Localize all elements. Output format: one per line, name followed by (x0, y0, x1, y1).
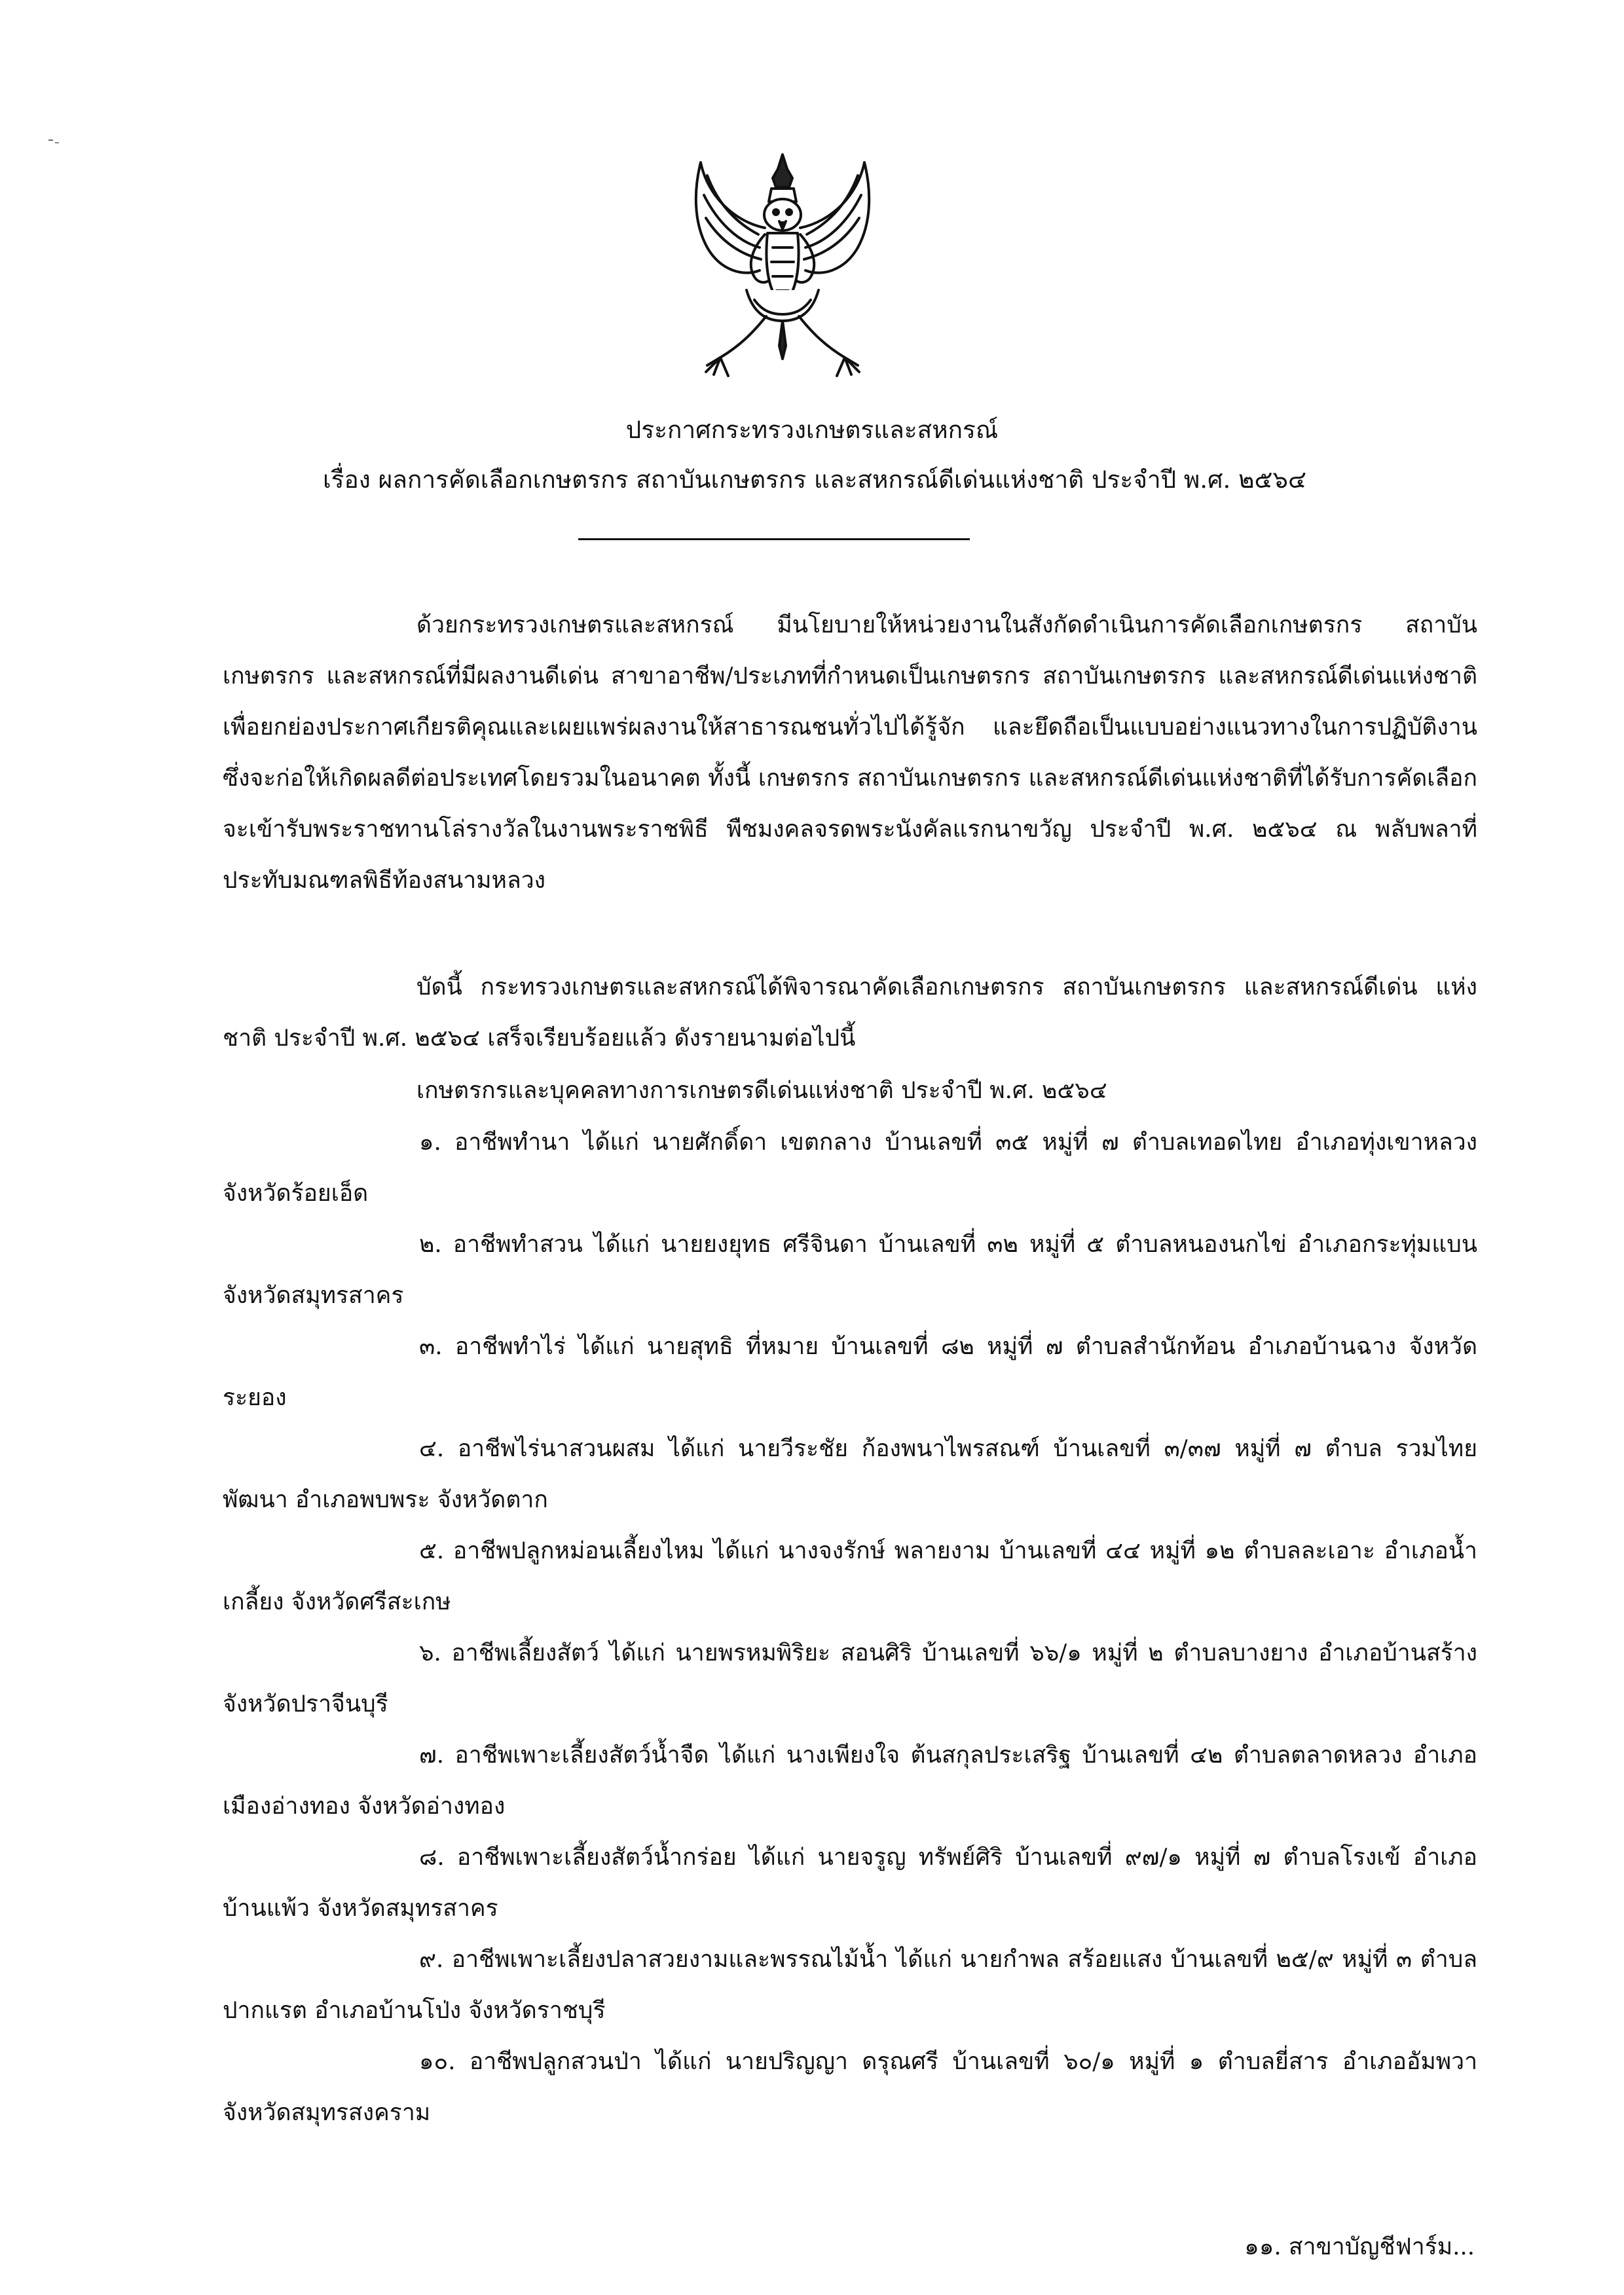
section-heading: เกษตรกรและบุคคลทางการเกษตรดีเด่นแห่งชาติ ประจำปี พ.ศ. ๒๕๖๔ (416, 1077, 1107, 1104)
result-paragraph: บัดนี้ กระทรวงเกษตรและสหกรณ์ได้พิจารณาคัดเลือกเกษตรกร สถาบันเกษตรกร และสหกรณ์ดีเด่น แห่งชาติ ประจำปี พ.ศ. ๒๕๖๔ เสร็จเรียบร้อยแล้ว ดังรายนามต่อไปนี้ (223, 974, 1477, 1052)
scan-mark (47, 135, 60, 141)
list-item: ๘. อาชีพเพาะเลี้ยงสัตว์น้ำกร่อย ได้แก่ นายจรูญ ทรัพย์ศิริ บ้านเลขที่ ๙๗/๑ หมู่ที่ ๗ ตำบลโรงเข้ อำเภอบ้านแพ้ว จังหวัดสมุทรสาคร (223, 1844, 1477, 1922)
list-item: ๗. อาชีพเพาะเลี้ยงสัตว์น้ำจืด ได้แก่ นางเพียงใจ ต้นสกุลประเสริฐ บ้านเลขที่ ๔๒ ตำบลตลาดหลวง อำเภอเมืองอ่างทอง จังหวัดอ่างทอง (223, 1742, 1477, 1820)
title-divider (578, 538, 970, 540)
list-item: ๑. อาชีพทำนา ได้แก่ นายศักดิ์ดา เขตกลาง บ้านเลขที่ ๓๕ หมู่ที่ ๗ ตำบลเทอดไทย อำเภอทุ่งเขาหลวง จังหวัดร้อยเอ็ด (223, 1129, 1477, 1207)
list-item: ๔. อาชีพไร่นาสวนผสม ได้แก่ นายวีระชัย ก้องพนาไพรสณฑ์ บ้านเลขที่ ๓/๓๗ หมู่ที่ ๗ ตำบล รวมไทยพัฒนา อำเภอพบพระ จังหวัดตาก (223, 1435, 1477, 1513)
garuda-emblem-icon (681, 149, 884, 385)
list-item: ๑๐. อาชีพปลูกสวนป่า ได้แก่ นายปริญญา ดรุณศรี บ้านเลขที่ ๖๐/๑ หมู่ที่ ๑ ตำบลยี่สาร อำเภออัมพวา จังหวัดสมุทรสงคราม (223, 2048, 1477, 2126)
list-item: ๓. อาชีพทำไร่ ได้แก่ นายสุทธิ ที่หมาย บ้านเลขที่ ๘๒ หมู่ที่ ๗ ตำบลสำนักท้อน อำเภอบ้านฉาง จังหวัดระยอง (223, 1333, 1477, 1411)
page-continuation: ๑๑. สาขาบัญชีฟาร์ม... (1244, 2233, 1475, 2260)
body-paragraph-1 (223, 600, 1477, 906)
list-item: ๙. อาชีพเพาะเลี้ยงปลาสวยงามและพรรณไม้น้ำ ได้แก่ นายกำพล สร้อยแสง บ้านเลขที่ ๒๕/๙ หมู่ที่ ๓ ตำบลปากแรต อำเภอบ้านโป่ง จังหวัดราชบุรี (223, 1946, 1477, 2024)
announcement-subject: เรื่อง ผลการคัดเลือกเกษตรกร สถาบันเกษตรกร และสหกรณ์ดีเด่นแห่งชาติ ประจำปี พ.ศ. ๒๕๖๔ (323, 466, 1306, 494)
list-item: ๒. อาชีพทำสวน ได้แก่ นายยงยุทธ ศรีจินดา บ้านเลขที่ ๓๒ หมู่ที่ ๕ ตำบลหนองนกไข่ อำเภอกระทุ่มแบน จังหวัดสมุทรสาคร (223, 1231, 1477, 1309)
body-paragraph-2 (223, 962, 1477, 1064)
section-heading-block (223, 1065, 1477, 1116)
announcement-title: ประกาศกระทรวงเกษตรและสหกรณ์ (625, 416, 999, 444)
awardee-list (223, 1117, 1477, 2139)
list-item: ๕. อาชีพปลูกหม่อนเลี้ยงไหม ได้แก่ นางจงรักษ์ พลายงาม บ้านเลขที่ ๔๔ หมู่ที่ ๑๒ ตำบลละเอาะ อำเภอน้ำเกลี้ยง จังหวัดศรีสะเกษ (223, 1537, 1477, 1615)
intro-paragraph: ด้วยกระทรวงเกษตรและสหกรณ์ มีนโยบายให้หน่วยงานในสังกัดดำเนินการคัดเลือกเกษตรกร สถาบันเกษตรกร และสหกรณ์ที่มีผลงานดีเด่น สาขาอาชีพ/ประเภทที่กำหนดเป็นเกษตรกร สถาบันเกษตรกร และสหกรณ์ดีเด่นแห่งชาติ เพื่อยกย่องประกาศเกียรติคุณและเผยแพร่ผลงานให้สาธารณชนทั่วไปได้รู้จัก และยึดถือเป็นแบบอย่างแนวทางในการปฏิบัติงาน ซึ่งจะก่อให้เกิดผลดีต่อประเทศโดยรวมในอนาคต ทั้งนี้ เกษตรกร สถาบันเกษตรกร และสหกรณ์ดีเด่นแห่งชาติที่ได้รับการคัดเลือก จะเข้ารับพระราชทานโล่รางวัลในงานพระราชพิธี พืชมงคลจรดพระนังคัลแรกนาขวัญ ประจำปี พ.ศ. ๒๕๖๔ ณ พลับพลาที่ประทับมณฑลพิธีท้องสนามหลวง (223, 612, 1477, 894)
list-item: ๖. อาชีพเลี้ยงสัตว์ ได้แก่ นายพรหมพิริยะ สอนศิริ บ้านเลขที่ ๖๖/๑ หมู่ที่ ๒ ตำบลบางยาง อำเภอบ้านสร้าง จังหวัดปราจีนบุรี (223, 1640, 1477, 1717)
